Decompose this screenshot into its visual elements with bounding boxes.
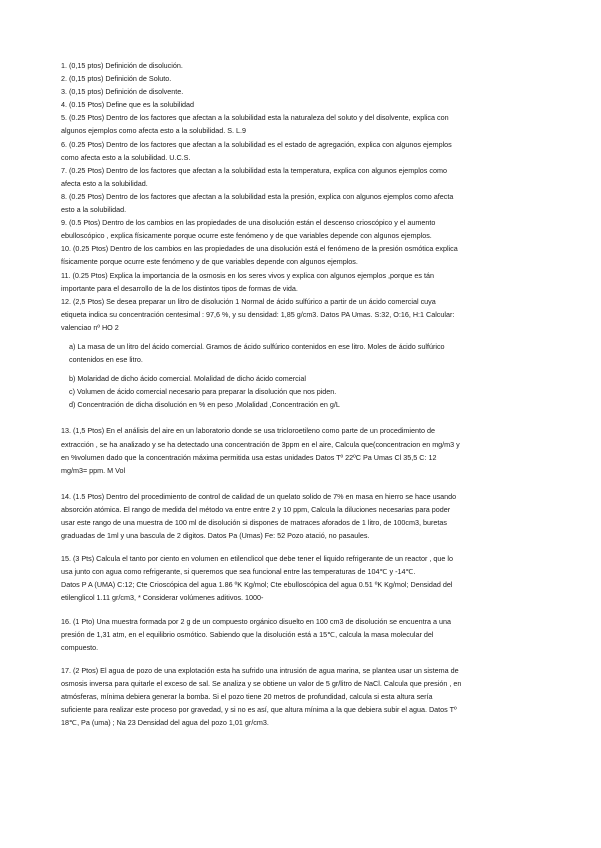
question-16: 16. (1 Pto) Una muestra formada por 2 g de un compuesto orgánico disuelto en 100 cm3 de disolución se encuentra a una presión de 1,31 atm, en el equilibrio osmótico. Sabiendo que la disolución está a 15℃, calcula la masa molecular del compuesto. (61, 616, 451, 652)
question-7: 7. (0.25 Ptos) Dentro de los factores que afectan a la solubilidad esta la temperatura, explica con algunos ejemplos como afecta esto a la solubilidad. (61, 165, 447, 188)
question-11: 11. (0.25 Ptos) Explica la importancia de la osmosis en los seres vivos y explica con algunos ejemplos ,porque es tán importante para el desarrollo de la de los distintos tipos de formas de vida. (61, 270, 435, 293)
question-8: 8. (0.25 Ptos) Dentro de los factores que afectan a la solubilidad esta la presión, explica con algunos ejemplos como afecta esto a la solubilidad. (61, 191, 454, 215)
question-4: 4. (0.15 Ptos) Define que es la solubilidad (61, 100, 195, 110)
question-10: 10. (0.25 Ptos) Dentro de los cambios en las propiedades de una disolución está el fenómeno de la presión osmótica explica físicamente porque ocurre este fenómeno y de que variables depende con algunos ejemplos. (61, 244, 458, 267)
question-6: 6. (0.25 Ptos) Dentro de los factores que afectan a la solubilidad es el estado de agregación, explica con algunos ejemplos como afecta esto a la solubilidad. U.C.S. (61, 139, 452, 162)
question-12-part-a: a) La masa de un litro del ácido comercial. Gramos de ácido sulfúrico contenidos en ese litro. Moles de ácido sulfúrico contenidos en ese litro. (69, 341, 445, 365)
question-12-part-d: d) Concentración de dicha disolución en % en peso ,Molalidad ,Concentración en g/L (69, 400, 340, 410)
question-12-part-c: c) Volumen de ácido comercial necesario para preparar la disolución que nos piden. (69, 387, 337, 397)
question-3: 3. (0,15 ptos) Definición de disolvente. (61, 87, 184, 97)
question-12: 12. (2,5 Ptos) Se desea preparar un litro de disolución 1 Normal de ácido sulfúrico a partir de un ácido comercial cuya etiqueta indica su concentración centesimal : 97,6 %, y su densidad: 1,85 g/cm3. Datos PA Umas. S:32, O:16, H:1 Calcular: valenciao nº HO 2 (61, 296, 455, 332)
question-17: 17. (2 Ptos) El agua de pozo de una explotación esta ha sufrido una intrusión de agua marina, se plantea usar un sistema de osmosis inversa para quitarle el exceso de sal. Se analiza y se obtiene un valor de 5 gr/litro de NaCl. Calcula que presión , en atmósferas, mínima debiera generar la bomba. Si el pozo tiene 20 metros de profundidad, calcula si esta altura sería suficiente para realizar este proceso por gravedad, y si no es así, que altura mínima a la que debiera subir el agua. Datos Tº 18℃, Pa (uma) ; Na 23 Densidad del agua del pozo 1,01 gr/cm3. (61, 665, 462, 728)
question-13: 13. (1,5 Ptos) En el análisis del aire en un laboratorio donde se usa tricloroetileno como parte de un procedimiento de extracción , se ha analizado y se ha detectado una concentración de 3ppm en el aire, Calcula que(concentracion en mg/m3 y en %volumen dado que la concentración máxima permitida usa estas unidades Datos Tº 22ºC Pa Umas Cl 35,5 C: 12 mg/m3= ppm. M Vol (61, 426, 460, 475)
question-2: 2. (0,15 ptos) Definición de Soluto. (61, 74, 172, 84)
question-1: 1. (0,15 ptos) Definición de disolución. (61, 61, 183, 70)
exam-questions (61, 59, 543, 729)
question-12-part-b: b) Molaridad de dicho ácido comercial. Molalidad de dicho ácido comercial (69, 374, 306, 384)
question-9: 9. (0.5 Ptos) Dentro de los cambios en las propiedades de una disolución están el descenso crioscópico y el aumento ebulloscópico , explica físicamente porque ocurre este fenómeno y de que variables depende con algunos ejemplos. (61, 218, 436, 241)
question-15: 15. (3 Pts) Calcula el tanto por ciento en volumen en etilenclicol que debe tener el liquido refrigerante de un reactor , que lo usa junto con agua como refrigerante, si queremos que sea funcional entre las temperaturas de 104℃ y -14℃. Datos P A (UMA) C:12; Cte Crioscópica del agua 1.86 ºK Kg/mol; Cte ebulloscópica del agua 0.51 ºK Kg/mol; Densidad del etilenglicol 1.11 gr/cm3, * Considerar volúmenes aditivos. 1000- (61, 554, 453, 603)
question-14: 14. (1.5 Ptos) Dentro del procedimiento de control de calidad de un quelato solido de 7% en masa en hierro se hace usando absorción atómica. El rango de medida del método va entre entre 2 y 10 ppm, Calcula la diluciones necesarias para poder usar este rango de una muestra de 100 ml de disolución si dispones de matraces aforados de 1 litro, de 100cm3, buretas graduadas de 1ml y una bascula de 2 digitos. Datos Pa (Umas) Fe: 52 Pozo atació, no pasaules. (61, 491, 457, 541)
question-5: 5. (0.25 Ptos) Dentro de los factores que afectan a la solubilidad esta la naturaleza del soluto y del disolvente, explica con algunos ejemplos como afecta esto a la solubilidad. S. L.9 (61, 113, 449, 136)
